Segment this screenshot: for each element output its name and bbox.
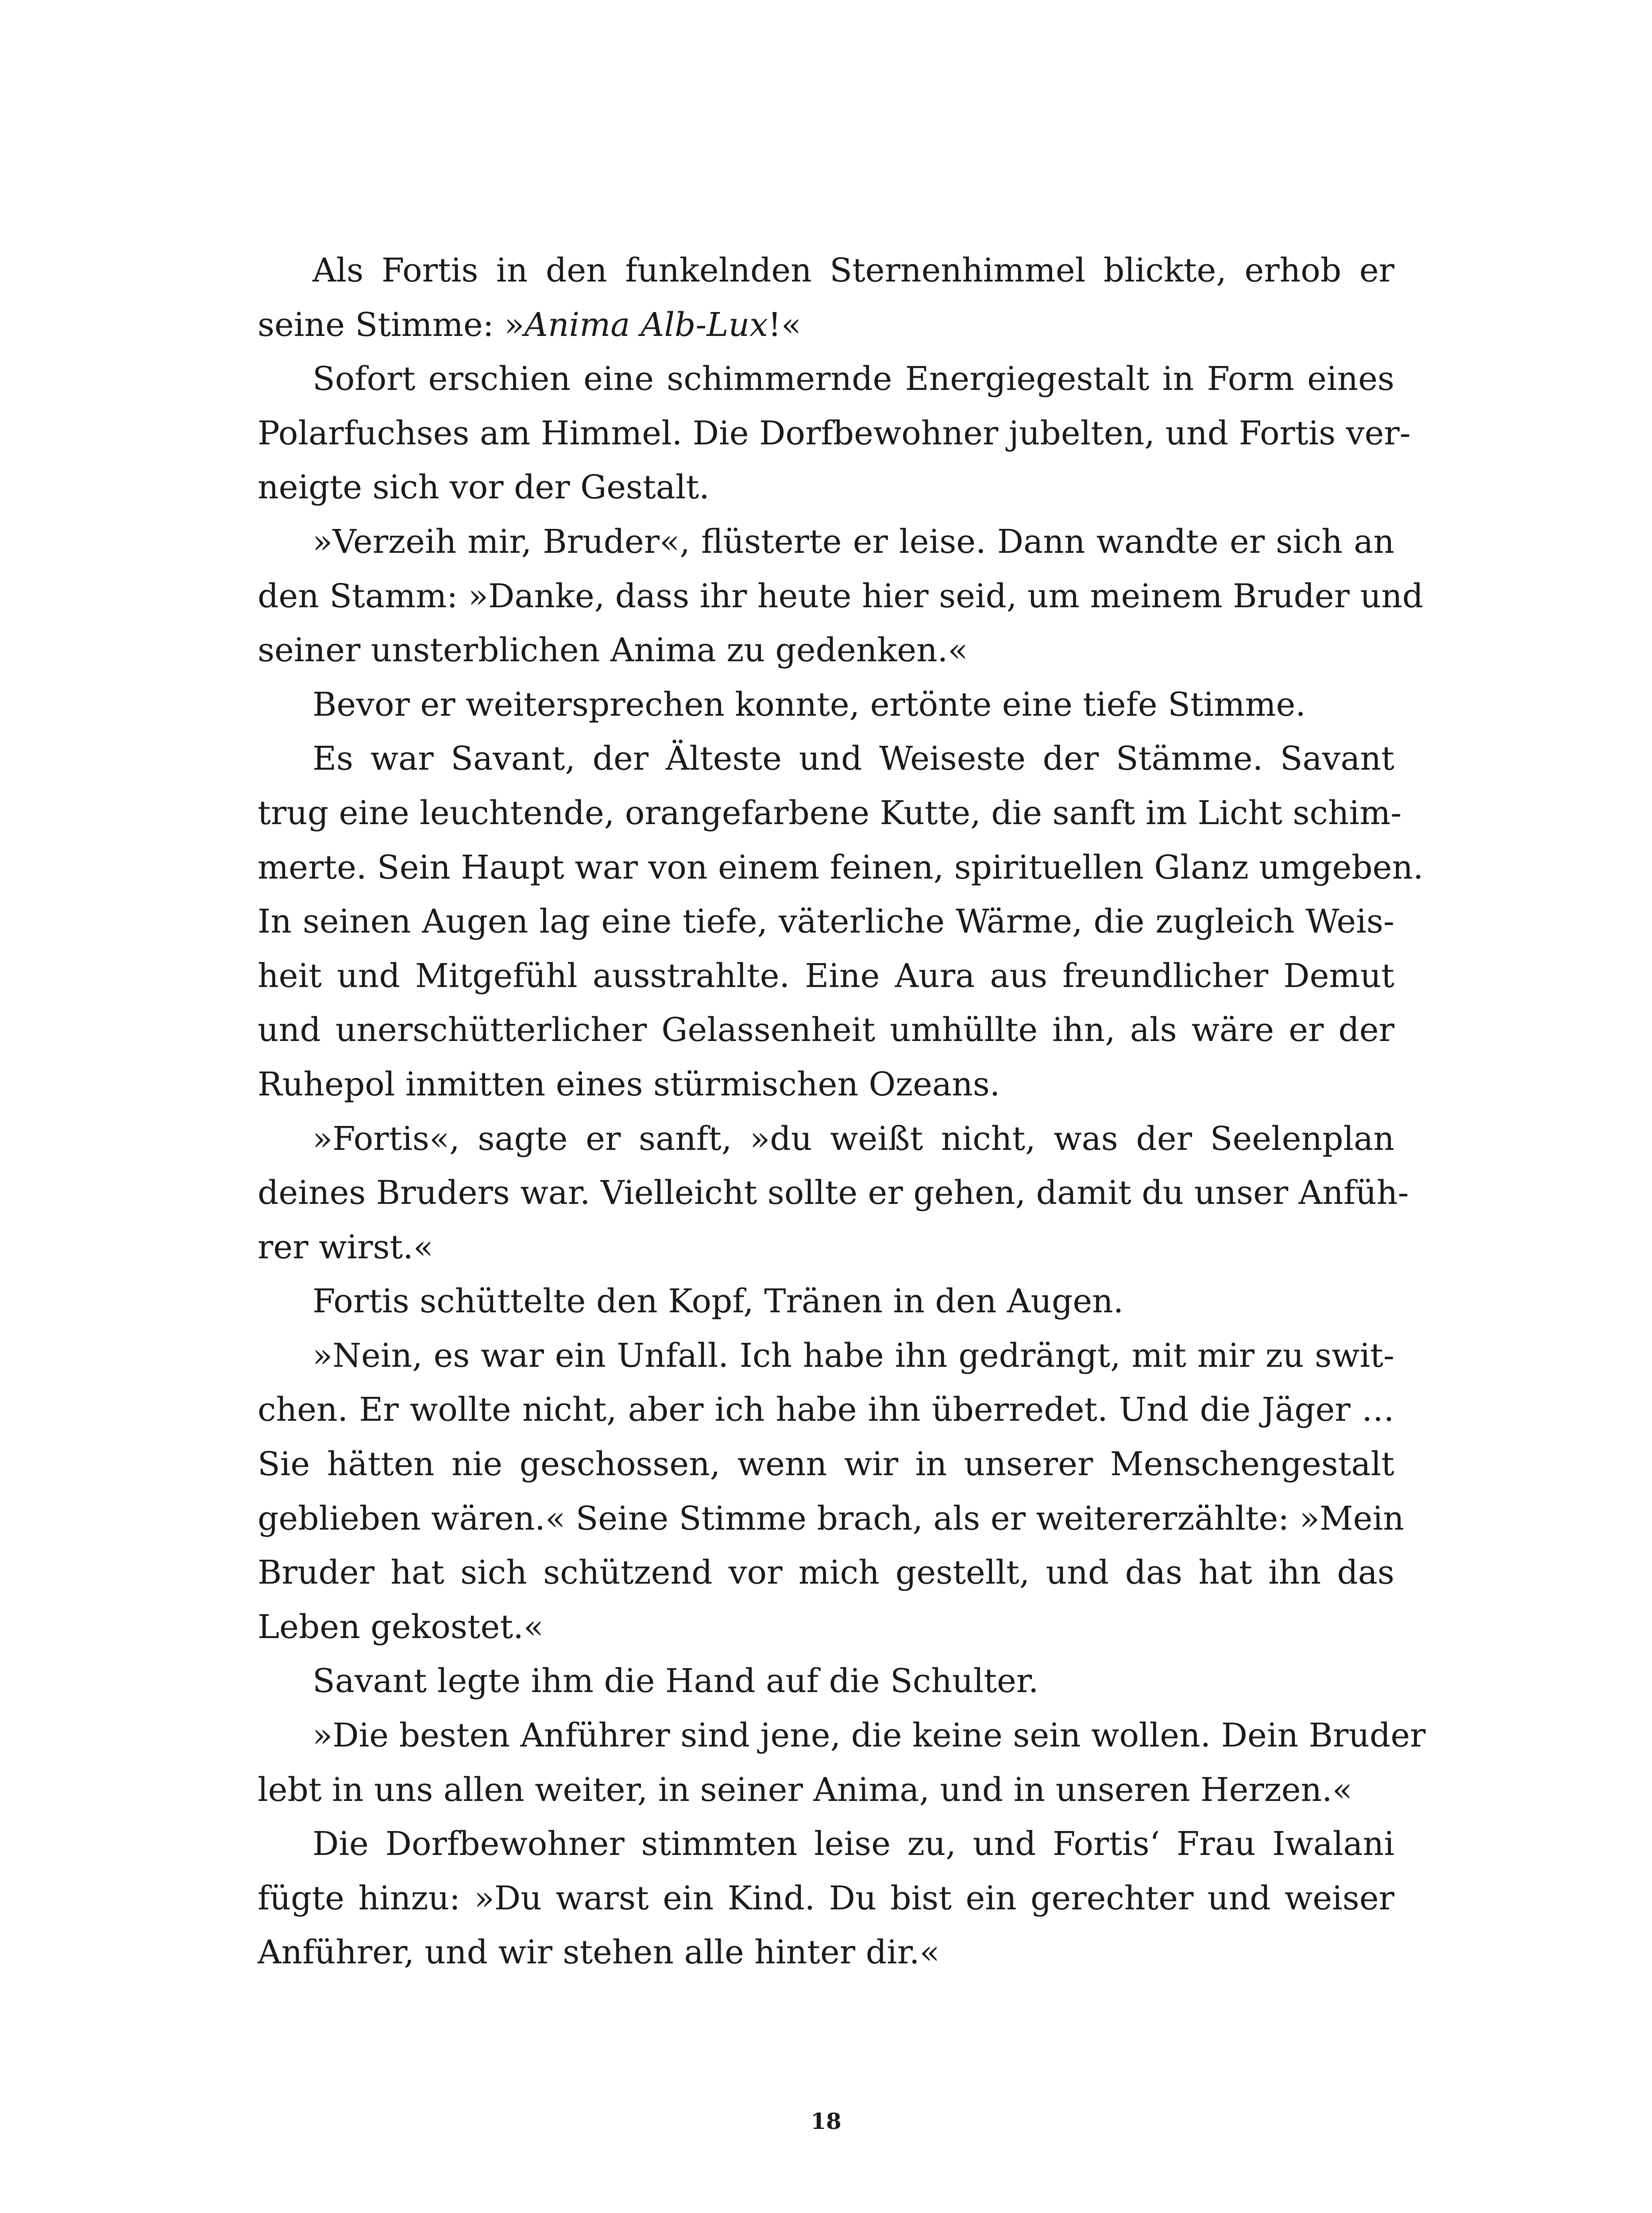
text-line: Es war Savant, der Älteste und Weiseste der Stämme. Savant xyxy=(313,740,1394,778)
text-line: Sie hätten nie geschossen, wenn wir in unserer Menschengestalt xyxy=(258,1445,1394,1484)
text-line: In seinen Augen lag eine tiefe, väterliche Wärme, die zugleich Weis- xyxy=(258,902,1394,941)
text-segment: !« xyxy=(768,305,801,344)
text-segment: seine Stimme: » xyxy=(258,305,525,344)
text-line: heit und Mitgefühl ausstrahlte. Eine Aura aus freundlicher Demut xyxy=(258,956,1394,995)
page-number: 18 xyxy=(811,2108,841,2134)
text-line: »Verzeih mir, Bruder«, flüsterte er leise. Dann wandte er sich an xyxy=(313,522,1394,561)
text-line: neigte sich vor der Gestalt. xyxy=(258,468,710,507)
text-line: trug eine leuchtende, orangefarbene Kutte, die sanft im Licht schim- xyxy=(258,794,1402,832)
text-line: »Nein, es war ein Unfall. Ich habe ihn gedrängt, mit mir zu swit- xyxy=(313,1336,1394,1375)
text-line: Bevor er weitersprechen konnte, ertönte eine tiefe Stimme. xyxy=(313,685,1306,724)
text-line: »Die besten Anführer sind jene, die keine sein wollen. Dein Bruder xyxy=(313,1716,1426,1755)
text-line: fügte hinzu: »Du warst ein Kind. Du bist ein gerechter und weiser xyxy=(258,1879,1394,1917)
text-line: Bruder hat sich schützend vor mich gestellt, und das hat ihn das xyxy=(258,1554,1394,1592)
text-line: Als Fortis in den funkelnden Sternenhimmel blickte, erhob er xyxy=(313,251,1394,289)
italic-spell-name: Anima Alb-Lux xyxy=(524,305,768,344)
text-line xyxy=(258,298,1394,352)
text-line: lebt in uns allen weiter, in seiner Anima, und in unseren Herzen.« xyxy=(258,1770,1352,1809)
body-text xyxy=(258,243,1426,1980)
text-line: Anführer, und wir stehen alle hinter dir.« xyxy=(258,1933,940,1972)
text-line: den Stamm: »Danke, dass ihr heute hier seid, um meinem Bruder und xyxy=(258,577,1424,615)
text-line: Leben gekostet.« xyxy=(258,1608,544,1646)
text-line: Fortis schüttelte den Kopf, Tränen in den Augen. xyxy=(313,1282,1124,1321)
text-line: geblieben wären.« Seine Stimme brach, als er weitererzählte: »Mein xyxy=(258,1499,1404,1538)
text-line: Ruhepol inmitten eines stürmischen Ozeans. xyxy=(258,1065,1000,1103)
text-line: und unerschütterlicher Gelassenheit umhüllte ihn, als wäre er der xyxy=(258,1011,1394,1049)
text-line: rer wirst.« xyxy=(258,1228,433,1266)
text-line: deines Bruders war. Vielleicht sollte er gehen, damit du unser Anfüh- xyxy=(258,1174,1409,1212)
text-line: Savant legte ihm die Hand auf die Schulter. xyxy=(313,1662,1039,1700)
text-line: Sofort erschien eine schimmernde Energiegestalt in Form eines xyxy=(313,360,1394,398)
text-line: »Fortis«, sagte er sanft, »du weißt nicht, was der Seelenplan xyxy=(313,1119,1394,1158)
text-line: seiner unsterblichen Anima zu gedenken.« xyxy=(258,631,968,670)
text-line: Polarfuchses am Himmel. Die Dorfbewohner jubelten, und Fortis ver- xyxy=(258,414,1411,452)
text-line: merte. Sein Haupt war von einem feinen, spirituellen Glanz umgeben. xyxy=(258,848,1424,887)
text-line: chen. Er wollte nicht, aber ich habe ihn überredet. Und die Jäger … xyxy=(258,1391,1394,1429)
text-line: Die Dorfbewohner stimmten leise zu, und Fortis‘ Frau Iwalani xyxy=(313,1825,1394,1863)
